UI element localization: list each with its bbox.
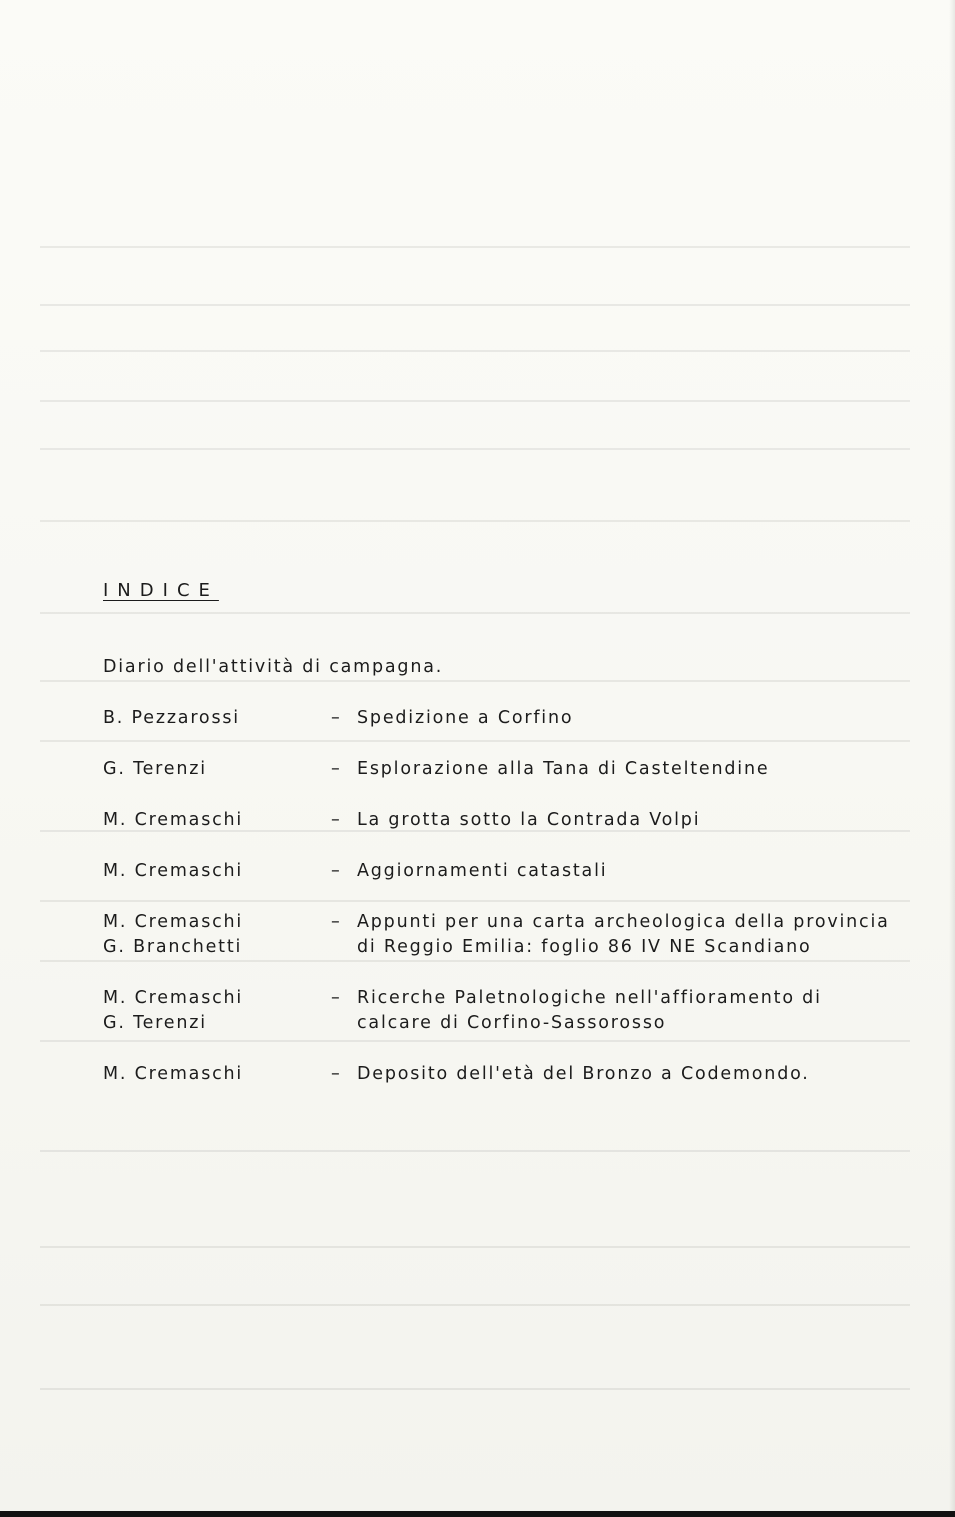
entry-author: M. Cremaschi	[103, 810, 244, 830]
page-edge-shadow	[949, 0, 955, 1517]
entry-dash: –	[331, 810, 342, 830]
entry-title: Ricerche Paletnologiche nell'affioramento di calcare di Corfino-Sassorosso	[357, 988, 822, 1033]
entry-authors	[103, 986, 331, 1036]
entry-authors	[103, 1062, 331, 1087]
entry-author: M. Cremaschi	[103, 861, 244, 881]
entry-author: B. Pezzarossi	[103, 708, 240, 728]
entry-authors	[103, 910, 331, 960]
index-entry	[103, 1062, 893, 1087]
entry-authors	[103, 808, 331, 833]
entry-dash: –	[331, 912, 342, 932]
entry-dash: –	[331, 861, 342, 881]
index-entry	[103, 757, 893, 782]
entry-author: M. Cremaschi	[103, 1064, 244, 1084]
index-entry	[103, 910, 893, 960]
entry-authors	[103, 757, 331, 782]
entry-title: Appunti per una carta archeologica della provincia di Reggio Emilia: foglio 86 IV NE Scandiano	[357, 912, 890, 957]
entry-title: Spedizione a Corfino	[357, 708, 574, 728]
entry-dash: –	[331, 988, 342, 1008]
entry-authors	[103, 859, 331, 884]
entry-dash: –	[331, 1064, 342, 1084]
entry-authors	[103, 706, 331, 731]
index-section	[103, 578, 893, 1113]
scan-bottom-edge	[0, 1511, 955, 1517]
entry-author: G. Terenzi	[103, 1013, 207, 1033]
index-entry	[103, 986, 893, 1036]
entry-author: G. Branchetti	[103, 937, 243, 957]
index-entry	[103, 706, 893, 731]
entry-dash: –	[331, 708, 342, 728]
entry-title: Deposito dell'età del Bronzo a Codemondo.	[357, 1064, 810, 1084]
index-entry	[103, 808, 893, 833]
index-entry	[103, 859, 893, 884]
entry-author: M. Cremaschi	[103, 912, 244, 932]
entry-author: M. Cremaschi	[103, 988, 244, 1008]
index-intro: Diario dell'attività di campagna.	[103, 657, 444, 677]
entry-dash: –	[331, 759, 342, 779]
entry-title: Esplorazione alla Tana di Casteltendine	[357, 759, 770, 779]
index-entries	[103, 706, 893, 1087]
index-heading: INDICE	[103, 580, 219, 601]
entry-title: Aggiornamenti catastali	[357, 861, 608, 881]
entry-title: La grotta sotto la Contrada Volpi	[357, 810, 701, 830]
entry-author: G. Terenzi	[103, 759, 207, 779]
